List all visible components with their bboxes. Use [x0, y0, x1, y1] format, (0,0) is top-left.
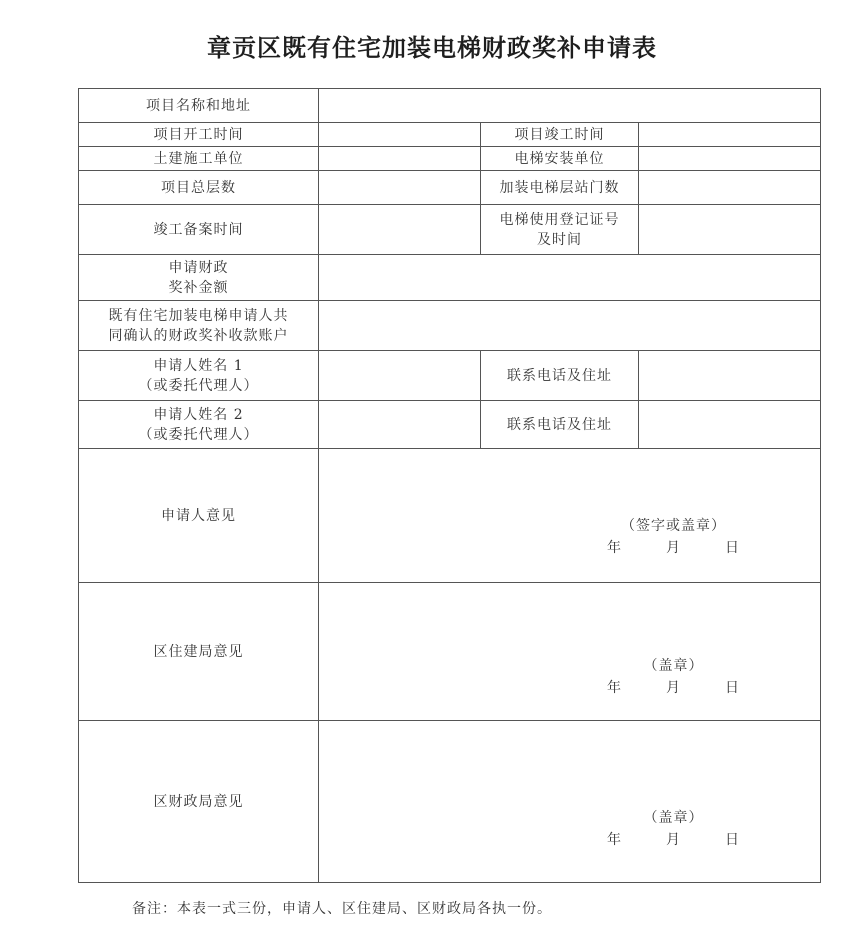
field-elevator-registration[interactable] — [639, 205, 821, 255]
label-receiving-account — [79, 301, 319, 351]
date-month: 月 — [666, 680, 682, 696]
label-housing-bureau-opinion: 区住建局意见 — [79, 583, 319, 721]
field-contact-2[interactable] — [639, 401, 821, 449]
label-applicant-1-line2: （或委托代理人） — [138, 377, 259, 394]
housing-bureau-signature-block — [585, 655, 762, 699]
label-receiving-account-line1: 既有住宅加装电梯申请人共 — [108, 307, 289, 324]
label-applicant-2-line2: （或委托代理人） — [138, 426, 259, 443]
date-year: 年 — [607, 540, 623, 556]
field-completion-filing-time[interactable] — [319, 205, 481, 255]
field-contact-1[interactable] — [639, 351, 821, 401]
field-completion-time[interactable] — [639, 123, 821, 147]
application-form-table — [78, 88, 821, 883]
label-applicant-1 — [79, 351, 319, 401]
field-project-name-address[interactable] — [319, 89, 821, 123]
label-subsidy-amount — [79, 255, 319, 301]
row-units — [79, 147, 821, 171]
applicant-date-line — [585, 537, 762, 559]
row-filing — [79, 205, 821, 255]
date-day: 日 — [725, 540, 741, 556]
row-floors — [79, 171, 821, 205]
row-finance-bureau-opinion — [79, 721, 821, 883]
field-receiving-account[interactable] — [319, 301, 821, 351]
finance-bureau-date-line — [585, 829, 762, 851]
label-elevator-stops: 加装电梯层站门数 — [481, 171, 639, 205]
field-elevator-install-unit[interactable] — [639, 147, 821, 171]
field-start-time[interactable] — [319, 123, 481, 147]
field-applicant-opinion[interactable] — [319, 449, 821, 583]
row-applicant-opinion — [79, 449, 821, 583]
label-elevator-install-unit: 电梯安装单位 — [481, 147, 639, 171]
label-elevator-registration-line1: 电梯使用登记证号 — [499, 211, 620, 228]
label-total-floors: 项目总层数 — [79, 171, 319, 205]
label-contact-2: 联系电话及住址 — [481, 401, 639, 449]
label-completion-filing-time: 竣工备案时间 — [79, 205, 319, 255]
date-month: 月 — [666, 540, 682, 556]
footnote: 备注：本表一式三份，申请人、区住建局、区财政局各执一份。 — [132, 901, 552, 917]
label-applicant-2 — [79, 401, 319, 449]
field-civil-unit[interactable] — [319, 147, 481, 171]
label-start-time: 项目开工时间 — [79, 123, 319, 147]
field-subsidy-amount[interactable] — [319, 255, 821, 301]
finance-bureau-seal-note: （盖章） — [643, 810, 704, 826]
row-housing-bureau-opinion — [79, 583, 821, 721]
housing-bureau-seal-note: （盖章） — [643, 658, 704, 674]
applicant-sign-note: （签字或盖章） — [621, 518, 727, 534]
applicant-signature-block — [585, 515, 762, 559]
label-subsidy-amount-line1: 申请财政 — [168, 259, 229, 276]
label-finance-bureau-opinion: 区财政局意见 — [79, 721, 319, 883]
label-applicant-opinion: 申请人意见 — [79, 449, 319, 583]
field-applicant-2[interactable] — [319, 401, 481, 449]
label-completion-time: 项目竣工时间 — [481, 123, 639, 147]
date-year: 年 — [607, 832, 623, 848]
label-applicant-2-line1: 申请人姓名 2 — [153, 406, 244, 423]
field-housing-bureau-opinion[interactable] — [319, 583, 821, 721]
row-subsidy-amount — [79, 255, 821, 301]
label-applicant-1-line1: 申请人姓名 1 — [153, 357, 244, 374]
row-receiving-account — [79, 301, 821, 351]
label-contact-1: 联系电话及住址 — [481, 351, 639, 401]
label-project-name-address: 项目名称和地址 — [79, 89, 319, 123]
row-applicant-2 — [79, 401, 821, 449]
row-dates — [79, 123, 821, 147]
label-receiving-account-line2: 同确认的财政奖补收款账户 — [108, 327, 289, 344]
label-elevator-registration — [481, 205, 639, 255]
row-project-name — [79, 89, 821, 123]
label-subsidy-amount-line2: 奖补金额 — [168, 279, 229, 296]
field-total-floors[interactable] — [319, 171, 481, 205]
date-day: 日 — [725, 832, 741, 848]
field-applicant-1[interactable] — [319, 351, 481, 401]
date-year: 年 — [607, 680, 623, 696]
label-civil-unit: 土建施工单位 — [79, 147, 319, 171]
form-title: 章贡区既有住宅加装电梯财政奖补申请表 — [207, 33, 657, 62]
field-finance-bureau-opinion[interactable] — [319, 721, 821, 883]
field-elevator-stops[interactable] — [639, 171, 821, 205]
date-day: 日 — [725, 680, 741, 696]
row-applicant-1 — [79, 351, 821, 401]
finance-bureau-signature-block — [585, 807, 762, 851]
date-month: 月 — [666, 832, 682, 848]
label-elevator-registration-line2: 及时间 — [537, 231, 582, 248]
housing-bureau-date-line — [585, 677, 762, 699]
